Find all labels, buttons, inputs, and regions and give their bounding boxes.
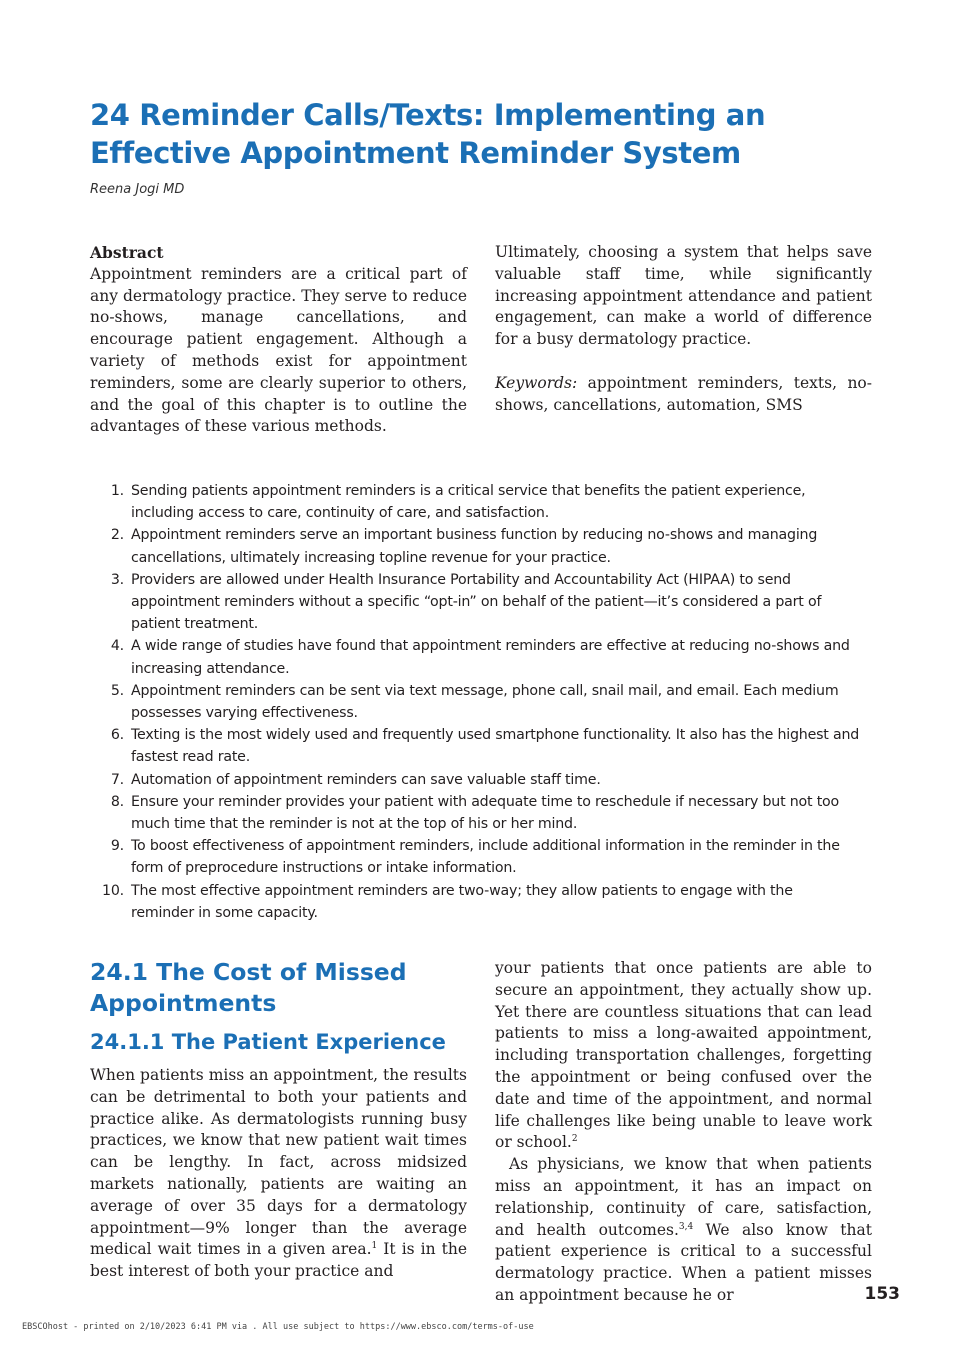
list-item: 7. Automation of appointment reminders can save valuable staff time. [110, 771, 601, 788]
body-paragraph-continued: your patients that once patients are able to secure an appointment, they actually show up. Yet there are countless situations that can lead patients to miss a long-awaited appointment, including transportation challenges, forgetting the appointment or being confused over the date and time of the appointment, and normal life challenges like being unable to leave work or school.$^2$ [495, 959, 872, 1152]
abstract-heading: Abstract [90, 243, 164, 262]
subsection-heading: 24.1.1 The Patient Experience [90, 1030, 446, 1054]
list-item: 4. A wide range of studies have found that appointment reminders are effective at reducing no-shows and increasing attendance. [110, 638, 850, 677]
list-item: 3. Providers are allowed under Health Insurance Portability and Accountability Act (HIPAA) to send appointment reminders without a specific “opt-in” on behalf of the patient—it’s considered a part of patient treatment. [110, 571, 822, 633]
footer-notice: EBSCOhost - printed on 2/10/2023 6:41 PM via . All use subject to https://www.ebsco.com/terms-of-use [22, 1322, 534, 1332]
reference-marker: 1 [371, 1241, 378, 1252]
list-item: 6. Texting is the most widely used and frequently used smartphone functionality. It also has the highest and fastest read rate. [110, 727, 860, 766]
key-points-list [100, 480, 860, 924]
body-paragraph: When patients miss an appointment, the results can be detrimental to both your patients and practice alike. As dermatologists running busy practices, we know that new patient wait times can be lengthy. In fact, across midsized markets nationally, patients are waiting an average of over 35 days for a dermatology appointment—9% longer than the average medical wait times in a given area.$^1$ It is in the best interest of both your practice and [90, 1066, 467, 1281]
abstract-text: Appointment reminders are a critical part of any dermatology practice. They serve to reduce no-shows, manage cancellations, and encourage patient engagement. Although a variety of methods exist for appointment reminders, some are clearly superior to others, and the goal of this chapter is to outline the advantages of these various methods. [90, 264, 467, 436]
list-item: 10. The most effective appointment reminders are two-way; they allow patients to engage with the reminder in some capacity. [102, 882, 793, 921]
keywords [495, 373, 872, 417]
abstract-conclusion: Ultimately, choosing a system that helps save valuable staff time, while significantly increasing appointment attendance and patient engagement, can make a world of difference for a busy dermatology practice. [495, 243, 872, 349]
list-item: 8. Ensure your reminder provides your patient with adequate time to reschedule if necessary but not too much time that the reminder is not at the top of his or her mind. [110, 793, 840, 833]
section-heading: 24.1 The Cost of Missed Appointments [90, 958, 407, 1017]
reference-marker: 2 [571, 1134, 578, 1145]
chapter-author: Reena Jogi MD [90, 182, 185, 197]
chapter-title: 24 Reminder Calls/Texts: Implementing an Effective Appointment Reminder System [90, 98, 766, 170]
reference-marker: 3,4 [678, 1221, 694, 1232]
abstract-right-column [495, 242, 872, 417]
list-item: 1. Sending patients appointment reminders is a critical service that benefits the patient experience, including access to care, continuity of care, and satisfaction. [110, 483, 806, 522]
abstract-left-column [90, 242, 467, 438]
list-item: 9. To boost effectiveness of appointment reminders, include additional information in the reminder in the form of preprocedure instructions or intake information. [110, 838, 840, 877]
body-left-column [90, 957, 467, 1283]
list-item: 5. Appointment reminders can be sent via text message, phone call, snail mail, and email. Each medium possesses varying effectiveness. [110, 682, 839, 722]
body-paragraph: As physicians, we know that when patients miss an appointment, it has an impact on relationship, continuity of care, satisfaction, and health outcomes.$^{3,4}$ We also know that patient experience is critical to a successful dermatology practice. When a patient misses an appointment because he or [495, 1155, 872, 1304]
list-item: 2. Appointment reminders serve an important business function by reducing no-shows and managing cancellations, ultimately increasing topline revenue for your practice. [110, 527, 818, 566]
body-right-column [495, 958, 872, 1307]
keywords-list: appointment reminders, texts, no-shows, cancellations, automation, SMS [495, 373, 872, 414]
keywords-label: Keywords: [495, 373, 578, 392]
page-number: 153 [864, 1284, 900, 1304]
